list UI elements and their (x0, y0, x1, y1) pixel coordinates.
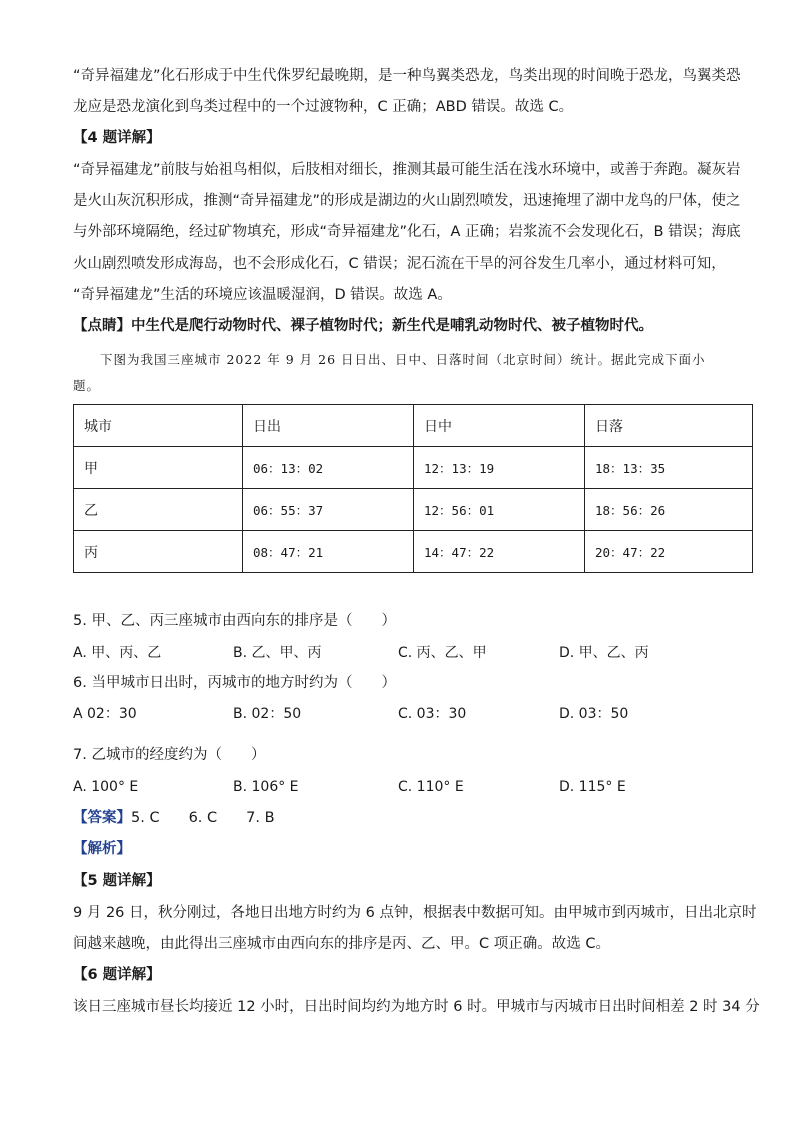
option-d: D. 115° E (559, 779, 626, 795)
table-cell: 20：47：22 (585, 531, 753, 573)
table-cell: 12：13：19 (414, 447, 585, 489)
paragraph-line: “奇异福建龙”化石形成于中生代侏罗纪最晚期，是一种鸟翼类恐龙，鸟类出现的时间晚于恐龙，鸟翼类恐 (73, 68, 741, 84)
table-cell: 甲 (74, 447, 243, 489)
paragraph-line: 是火山灰沉积形成，推测“奇异福建龙”的形成是湖边的火山剧烈喷发，迅速掩埋了湖中龙鸟的尸体，使之 (73, 193, 741, 209)
option-b: B. 02：50 (233, 706, 302, 722)
option-c: C. 丙、乙、甲 (398, 645, 487, 661)
answer-line (73, 808, 275, 828)
analysis-label: 【解析】 (73, 841, 131, 857)
option-c: C. 03：30 (398, 706, 467, 722)
table-cell: 06：55：37 (243, 489, 414, 531)
section-heading-q6: 【6 题详解】 (73, 967, 161, 983)
section-heading-q4: 【4 题详解】 (73, 130, 161, 146)
table-header-cell: 日中 (414, 405, 585, 447)
table-cell: 18：13：35 (585, 447, 753, 489)
question-stem-7: 7. 乙城市的经度约为（ ） (73, 747, 266, 763)
question-stem-5: 5. 甲、乙、丙三座城市由西向东的排序是（ ） (73, 613, 396, 629)
paragraph-line: 与外部环境隔绝，经过矿物填充，形成“奇异福建龙”化石，A 正确；岩浆流不会发现化石，B 错误；海底 (73, 224, 741, 240)
paragraph-line: 火山剧烈喷发形成海岛，也不会形成化石，C 错误；泥石流在干旱的河谷发生几率小，通过材料可知， (73, 256, 726, 272)
option-a: A 02：30 (73, 706, 137, 722)
paragraph-line: 龙应是恐龙演化到鸟类过程中的一个过渡物种，C 正确；ABD 错误。故选 C。 (73, 99, 574, 115)
answer-text: 5. C 6. C 7. B (131, 810, 275, 826)
table-cell: 06：13：02 (243, 447, 414, 489)
option-d: D. 甲、乙、丙 (559, 645, 649, 661)
question-stem-6: 6. 当甲城市日出时，丙城市的地方时约为（ ） (73, 675, 396, 691)
table-header-row (74, 405, 753, 447)
table-cell: 14：47：22 (414, 531, 585, 573)
table-cell: 08：47：21 (243, 531, 414, 573)
table-intro: 题。 (73, 378, 101, 393)
dianjing-note: 【点睛】中生代是爬行动物时代、裸子植物时代；新生代是哺乳动物时代、被子植物时代。 (73, 318, 653, 334)
table-cell: 12：56：01 (414, 489, 585, 531)
table-cell: 丙 (74, 531, 243, 573)
table-header-cell: 日出 (243, 405, 414, 447)
sun-times-table (73, 404, 753, 573)
option-b: B. 106° E (233, 779, 299, 795)
paragraph-line: “奇异福建龙”生活的环境应该温暖湿润，D 错误。故选 A。 (73, 287, 452, 303)
table-intro: 下图为我国三座城市 2022 年 9 月 26 日日出、日中、日落时间（北京时间）统计。据此完成下面小 (100, 352, 706, 367)
paragraph-line: 该日三座城市昼长均接近 12 小时，日出时间均约为地方时 6 时。甲城市与丙城市日出时间相差 2 时 34 分 (73, 999, 760, 1015)
table-cell: 18：56：26 (585, 489, 753, 531)
table-header-cell: 日落 (585, 405, 753, 447)
table-row (74, 531, 753, 573)
section-heading-q5: 【5 题详解】 (73, 873, 161, 889)
option-b: B. 乙、甲、丙 (233, 645, 322, 661)
paragraph-line: 9 月 26 日，秋分刚过，各地日出地方时约为 6 点钟，根据表中数据可知。由甲城市到丙城市，日出北京时 (73, 905, 757, 921)
option-d: D. 03：50 (559, 706, 629, 722)
table-row (74, 489, 753, 531)
table-header-cell: 城市 (74, 405, 243, 447)
option-a: A. 100° E (73, 779, 139, 795)
answer-label: 【答案】 (73, 810, 131, 826)
paragraph-line: 间越来越晚，由此得出三座城市由西向东的排序是丙、乙、甲。C 项正确。故选 C。 (73, 936, 610, 952)
option-c: C. 110° E (398, 779, 464, 795)
option-a: A. 甲、丙、乙 (73, 645, 162, 661)
table-row (74, 447, 753, 489)
paragraph-line: “奇异福建龙”前肢与始祖鸟相似，后肢相对细长，推测其最可能生活在浅水环境中，或善于奔跑。凝灰岩 (73, 162, 741, 178)
table-cell: 乙 (74, 489, 243, 531)
